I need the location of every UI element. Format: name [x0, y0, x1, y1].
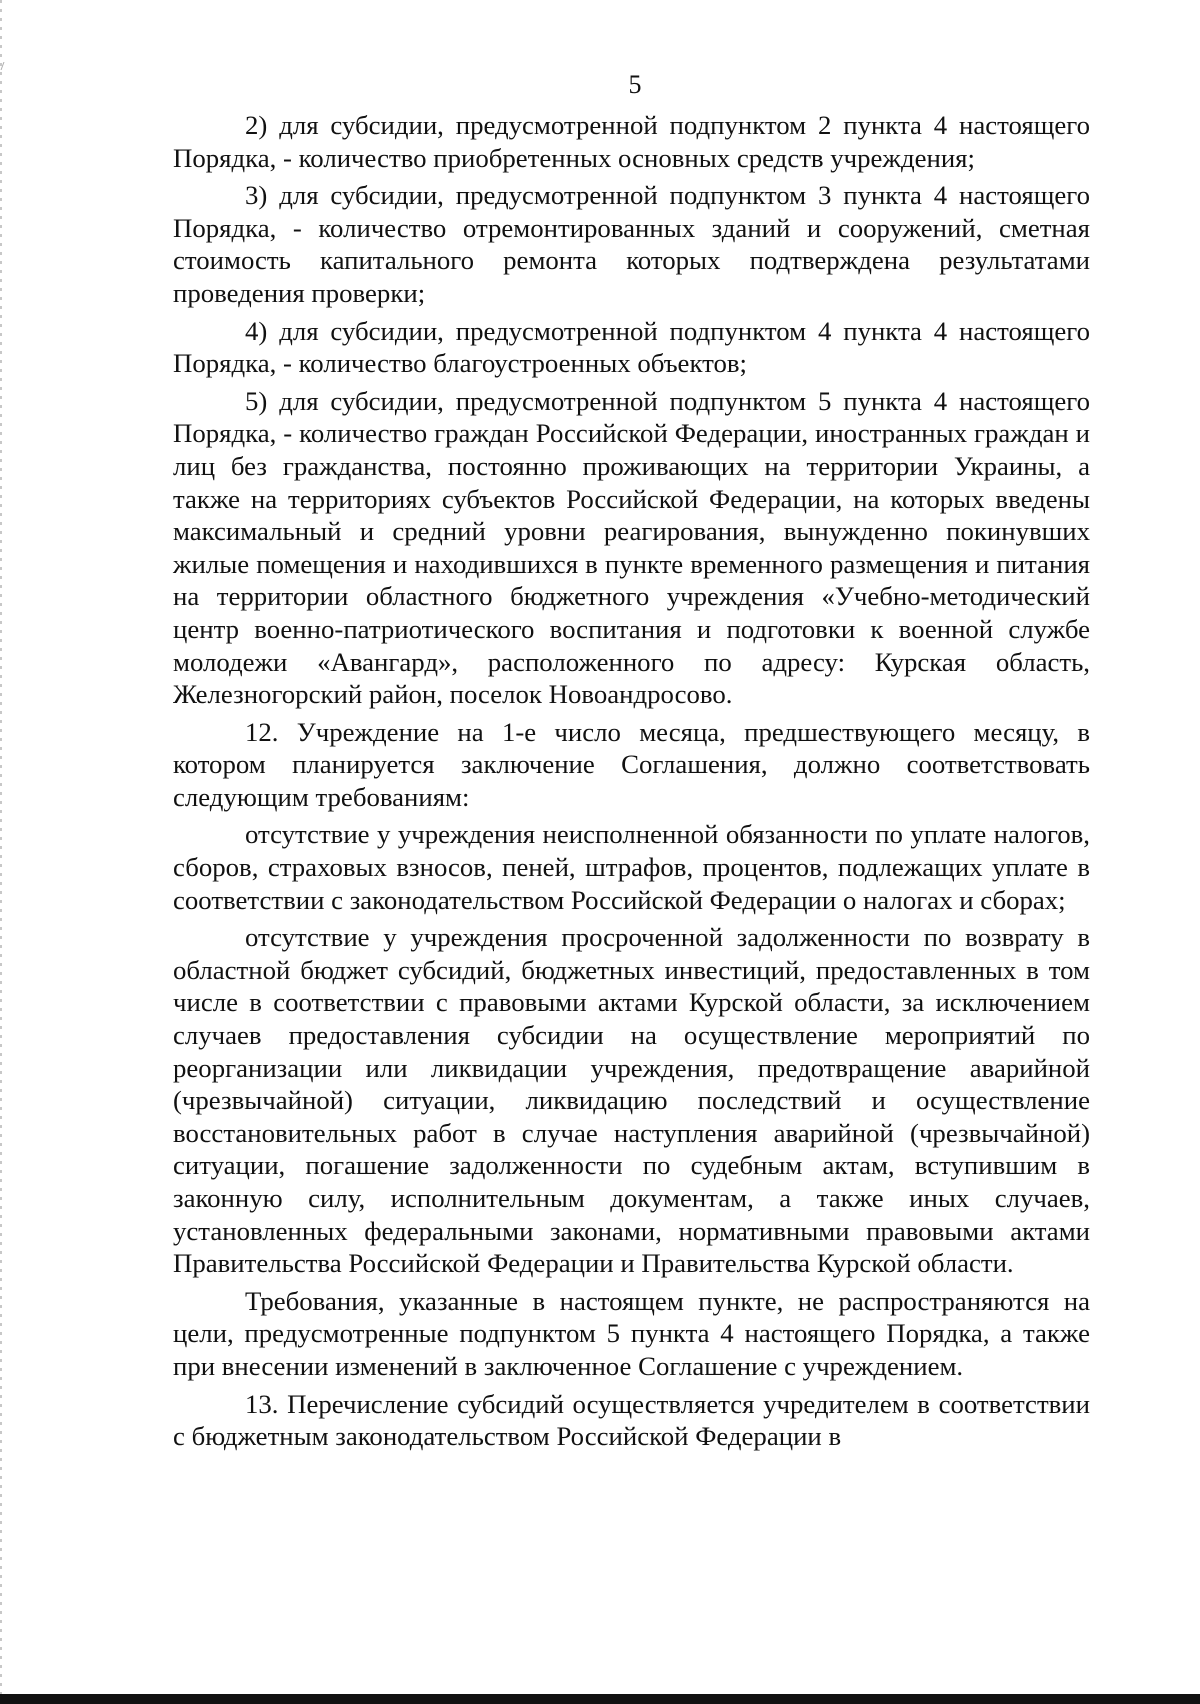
paragraph-item-4: 4) для субсидии, предусмотренной подпунктом 4 пункта 4 настоящего Порядка, - количество благоустроенных объектов; [173, 315, 1090, 379]
document-body [173, 109, 1090, 1453]
scan-mark [1, 62, 11, 70]
paragraph-requirement-debts: отсутствие у учреждения просроченной задолженности по возврату в областной бюджет субсидий, бюджетных инвестиций, предоставленных в том числе в соответствии с правовыми актами Курской области, за исключением случаев предоставления субсидии на осуществление мероприятий по реорганизации или ликвидации учреждения, предотвращение аварийной (чрезвычайной) ситуации, ликвидацию последствий и осуществление восстановительных работ в случае наступления аварийной (чрезвычайной) ситуации, погашение задолженности по судебным актам, вступившим в законную силу, исполнительным документам, а также иных случаев, установленных федеральными законами, нормативными правовыми актами Правительства Российской Федерации и Правительства Курской области. [173, 922, 1090, 1279]
paragraph-item-3: 3) для субсидии, предусмотренной подпунктом 3 пункта 4 настоящего Порядка, - количество отремонтированных зданий и сооружений, сметная стоимость капитального ремонта которых подтверждена результатами проведения проверки; [173, 180, 1090, 308]
paragraph-item-5: 5) для субсидии, предусмотренной подпунктом 5 пункта 4 настоящего Порядка, - количество граждан Российской Федерации, иностранных граждан и лиц без гражданства, постоянно проживающих на территории Украины, а также на территориях субъектов Российской Федерации, на которых введены максимальный и средний уровни реагирования, вынужденно покинувших жилые помещения и находившихся в пункте временного размещения и питания на территории областного бюджетного учреждения «Учебно-методический центр военно-патриотического воспитания и подготовки к военной службе молодежи «Авангард», расположенного по адресу: Курская область, Железногорский район, поселок Новоандросово. [173, 385, 1090, 710]
scan-left-edge [0, 0, 2, 1704]
bottom-scan-edge [0, 1694, 1200, 1704]
page-number: 5 [628, 70, 642, 99]
paragraph-item-2: 2) для субсидии, предусмотренной подпунктом 2 пункта 4 настоящего Порядка, - количество приобретенных основных средств учреждения; [173, 110, 1090, 173]
paragraph-requirement-taxes: отсутствие у учреждения неисполненной обязанности по уплате налогов, сборов, страховых взносов, пеней, штрафов, процентов, подлежащих уплате в соответствии с законодательством Российской Федерации о налогах и сборах; [173, 819, 1090, 915]
paragraph-clause-13: 13. Перечисление субсидий осуществляется учредителем в соответствии с бюджетным законодательством Российской Федерации в [173, 1388, 1090, 1452]
paragraph-clause-12: 12. Учреждение на 1-е число месяца, предшествующего месяцу, в котором планируется заключение Соглашения, должно соответствовать следующим требованиям: [173, 716, 1090, 812]
paragraph-requirements-exception: Требования, указанные в настоящем пункте, не распространяются на цели, предусмотренные подпунктом 5 пункта 4 настоящего Порядка, а также при внесении изменений в заключенное Соглашение с учреждением. [173, 1285, 1090, 1381]
